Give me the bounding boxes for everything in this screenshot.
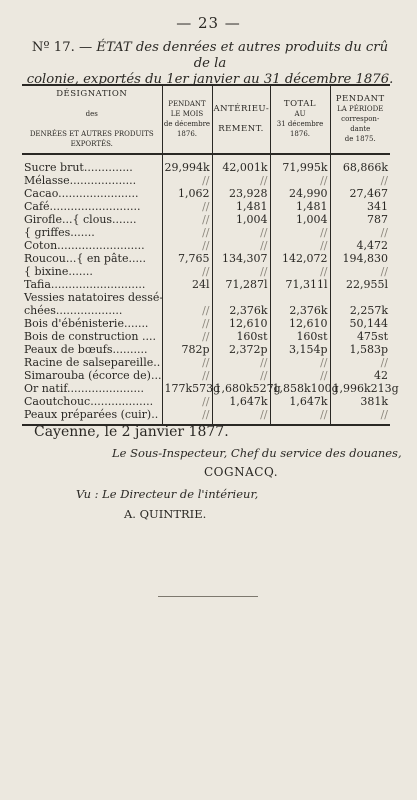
exports-table [22, 84, 399, 426]
row-label: Mélasse................... [24, 174, 137, 187]
table-row [22, 408, 390, 425]
row-value: 24l [162, 278, 212, 291]
table-row [22, 369, 390, 382]
table-row [22, 291, 390, 304]
row-label: Peaux préparées (cuir).. [24, 408, 159, 421]
row-value: // [162, 330, 212, 343]
row-label: Or natif...................... [24, 382, 144, 395]
row-value: 1,481 [270, 200, 330, 213]
row-value: 142,072 [270, 252, 330, 265]
signatory-title: Le Sous-Inspecteur, Chef du service des douanes, [112, 446, 402, 460]
row-value: 50,144 [330, 317, 390, 330]
table-row [22, 317, 390, 330]
row-value: // [330, 226, 390, 239]
row-value: 1,583p [330, 343, 390, 356]
row-value: 134,307 [212, 252, 270, 265]
table-row [22, 200, 390, 213]
table-row [22, 304, 390, 317]
table-row [22, 226, 390, 239]
row-value: // [330, 356, 390, 369]
row-value: 381k [330, 395, 390, 408]
row-value: 71,311l [270, 278, 330, 291]
row-label: Cacao....................... [24, 187, 139, 200]
row-value: // [270, 356, 330, 369]
row-value: 475st [330, 330, 390, 343]
row-value [270, 291, 330, 304]
row-value: // [212, 239, 270, 252]
row-value: 2,376k [270, 304, 330, 317]
row-value: 12,610 [270, 317, 330, 330]
row-value: // [162, 356, 212, 369]
row-value: 3,154p [270, 343, 330, 356]
vu-name: A. QUINTRIE. [124, 507, 207, 521]
row-value: // [162, 200, 212, 213]
row-label: Caoutchouc.................. [24, 395, 154, 408]
header-row [22, 85, 390, 154]
row-value: 194,830 [330, 252, 390, 265]
row-value: 160st [212, 330, 270, 343]
row-value: // [212, 174, 270, 187]
row-value: 1,680k527g [212, 382, 270, 395]
table-row [22, 239, 390, 252]
table-row [22, 330, 390, 343]
row-value: 42 [330, 369, 390, 382]
row-value: // [162, 408, 212, 425]
row-value: // [212, 226, 270, 239]
row-value: 27,467 [330, 187, 390, 200]
row-value [330, 291, 390, 304]
row-label: Roucou...{ en pâte..... [24, 252, 146, 265]
row-label: Vessies natatoires dessé- [24, 291, 164, 304]
vu-line: Vu : Le Directeur de l'intérieur, [76, 487, 259, 501]
row-label: chées................... [24, 304, 123, 317]
table-title [22, 40, 398, 88]
row-value: 71,995k [270, 154, 330, 174]
table-row [22, 213, 390, 226]
row-value: // [162, 213, 212, 226]
page-number: — 23 — [176, 14, 241, 32]
table-row [22, 265, 390, 278]
row-value: // [162, 265, 212, 278]
row-value: // [162, 174, 212, 187]
title-line-1: — ÉTAT des denrées et autres produits du crû de la [78, 40, 389, 71]
row-label: Racine de salsepareille.. [24, 356, 161, 369]
table-row [22, 187, 390, 200]
row-value: 23,928 [212, 187, 270, 200]
row-label: { griffes....... [24, 226, 95, 239]
row-value: // [270, 226, 330, 239]
row-value: // [270, 369, 330, 382]
row-value: 12,610 [212, 317, 270, 330]
table-row [22, 154, 390, 174]
row-value: 1,647k [212, 395, 270, 408]
row-label: Coton......................... [24, 239, 145, 252]
row-value: // [330, 174, 390, 187]
table-row [22, 395, 390, 408]
table-number: Nº 17. [31, 40, 75, 55]
row-value: 1,647k [270, 395, 330, 408]
table-row [22, 343, 390, 356]
row-label: { bixine....... [24, 265, 93, 278]
row-value: 160st [270, 330, 330, 343]
row-value: // [270, 265, 330, 278]
row-value: 1,062 [162, 187, 212, 200]
row-value: 2,376k [212, 304, 270, 317]
row-value: 7,765 [162, 252, 212, 265]
row-value: 2,372p [212, 343, 270, 356]
row-value: // [162, 395, 212, 408]
row-value: // [212, 369, 270, 382]
table-row [22, 174, 390, 187]
header-previous-year: PENDANT LA PÉRIODE correspon- dante de 1875. [330, 85, 390, 154]
row-value: 1,004 [270, 213, 330, 226]
header-previous: ANTÉRIEU- REMENT. [212, 85, 270, 154]
row-value [212, 291, 270, 304]
row-value: // [162, 317, 212, 330]
row-label: Girofle...{ clous....... [24, 213, 137, 226]
header-designation: DÉSIGNATION des DENRÉES ET AUTRES PRODUITS EXPORTÉS. [22, 85, 162, 154]
row-value: // [212, 356, 270, 369]
row-value: 1,004 [212, 213, 270, 226]
row-value: // [330, 265, 390, 278]
table-row [22, 382, 390, 395]
row-value: 1,481 [212, 200, 270, 213]
row-value: 4,472 [330, 239, 390, 252]
row-value: 24,990 [270, 187, 330, 200]
signatory-name: COGNACQ. [204, 465, 279, 479]
row-value: 68,866k [330, 154, 390, 174]
place-date: Cayenne, le 2 janvier 1877. [34, 424, 229, 440]
row-value: 341 [330, 200, 390, 213]
row-value: 787 [330, 213, 390, 226]
table-row [22, 278, 390, 291]
row-value: 1,858k100g [270, 382, 330, 395]
row-value: 1,996k213g [330, 382, 390, 395]
row-value: // [212, 408, 270, 425]
row-value: 29,994k [162, 154, 212, 174]
row-value: // [162, 239, 212, 252]
row-label: Café.......................... [24, 200, 141, 213]
row-value: // [212, 265, 270, 278]
row-value: // [162, 226, 212, 239]
table-row [22, 252, 390, 265]
title-line-2: colonie, exportés du 1er janvier au 31 décembre 1876. [26, 72, 394, 87]
row-label: Bois de construction .... [24, 330, 156, 343]
row-label: Simarouba (écorce de)... [24, 369, 162, 382]
row-label: Bois d'ébénisterie....... [24, 317, 149, 330]
row-value: // [330, 408, 390, 425]
row-value: // [270, 408, 330, 425]
row-value [162, 291, 212, 304]
row-value: 42,001k [212, 154, 270, 174]
row-value: // [270, 239, 330, 252]
table-row [22, 356, 390, 369]
row-value: // [162, 304, 212, 317]
row-label: Peaux de bœufs.......... [24, 343, 148, 356]
header-total: TOTAL AU 31 décembre 1876. [270, 85, 330, 154]
row-value: // [270, 174, 330, 187]
row-value: 177k573g [162, 382, 212, 395]
row-label: Tafia........................... [24, 278, 146, 291]
row-value: 71,287l [212, 278, 270, 291]
header-month: PENDANT LE MOIS de décembre 1876. [162, 85, 212, 154]
closing-rule [158, 596, 258, 597]
row-label: Sucre brut.............. [24, 161, 133, 174]
row-value: 22,955l [330, 278, 390, 291]
row-value: 782p [162, 343, 212, 356]
row-value: 2,257k [330, 304, 390, 317]
row-value: // [162, 369, 212, 382]
